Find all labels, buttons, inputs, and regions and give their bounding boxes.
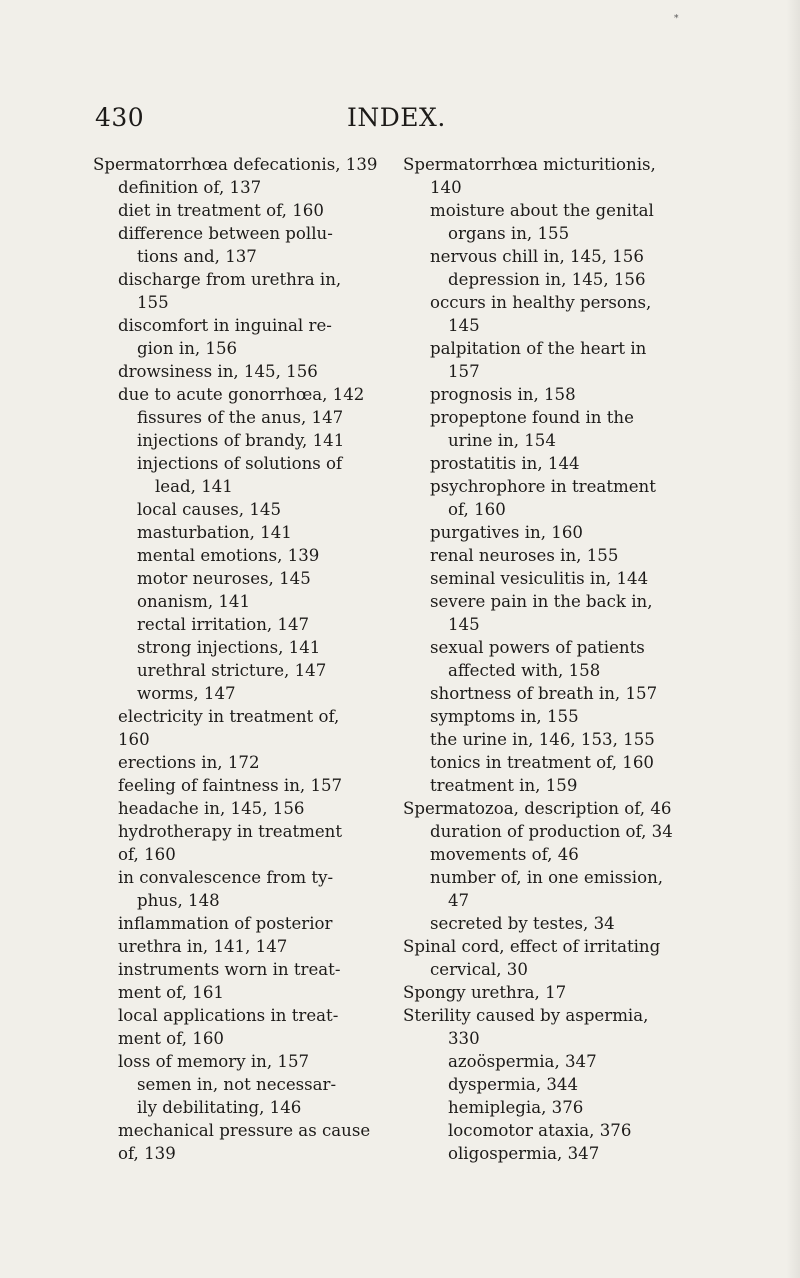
index-subentry: urethra in, 141, 147 (118, 937, 288, 956)
index-subentry: affected with, 158 (448, 661, 601, 680)
index-subentry: due to acute gonorrhœa, 142 (118, 385, 365, 404)
index-subentry: of, 139 (118, 1144, 176, 1163)
index-subentry: nervous chill in, 145, 156 (430, 247, 644, 266)
index-subentry: local applications in treat- (118, 1006, 339, 1025)
index-subentry: semen in, not necessar- (137, 1075, 337, 1094)
index-subentry: electricity in treatment of, (118, 707, 340, 726)
index-column-left (93, 153, 393, 1165)
index-subentry: symptoms in, 155 (430, 707, 579, 726)
index-subentry: loss of memory in, 157 (118, 1052, 310, 1071)
index-subentry: urethral stricture, 147 (137, 661, 327, 680)
index-subentry: occurs in healthy persons, (430, 293, 652, 312)
index-subentry: moisture about the genital (430, 201, 654, 220)
index-subentry: feeling of faintness in, 157 (118, 776, 343, 795)
index-subentry: drowsiness in, 145, 156 (118, 362, 318, 381)
index-subentry: treatment in, 159 (430, 776, 578, 795)
index-heading-entry: Spermatorrhœa micturitionis, (403, 155, 656, 174)
index-column-right (403, 153, 703, 1165)
index-subentry: 157 (448, 362, 480, 381)
index-subentry: hydrotherapy in treatment (118, 822, 343, 841)
index-subentry: phus, 148 (137, 891, 220, 910)
index-subentry: propeptone found in the (430, 408, 634, 427)
index-subentry: 330 (448, 1029, 480, 1048)
index-subentry: prostatitis in, 144 (430, 454, 580, 473)
index-subentry: 145 (448, 316, 480, 335)
index-subentry: of, 160 (118, 845, 176, 864)
index-subentry: discharge from urethra in, (118, 270, 342, 289)
index-subentry: mental emotions, 139 (137, 546, 320, 565)
index-subentry: purgatives in, 160 (430, 523, 583, 542)
index-subentry: local causes, 145 (137, 500, 282, 519)
index-subentry: cervical, 30 (430, 960, 528, 979)
index-subentry: hemiplegia, 376 (448, 1098, 584, 1117)
index-subentry: injections of brandy, 141 (137, 431, 345, 450)
index-subentry: locomotor ataxia, 376 (448, 1121, 632, 1140)
index-subentry: onanism, 141 (137, 592, 251, 611)
index-subentry: motor neuroses, 145 (137, 569, 311, 588)
index-subentry: seminal vesiculitis in, 144 (430, 569, 649, 588)
index-subentry: strong injections, 141 (137, 638, 321, 657)
index-subentry: duration of production of, 34 (430, 822, 673, 841)
index-subentry: prognosis in, 158 (430, 385, 576, 404)
index-subentry: depression in, 145, 156 (448, 270, 646, 289)
index-heading-entry: Spongy urethra, 17 (403, 983, 567, 1002)
index-subentry: psychrophore in treatment (430, 477, 656, 496)
index-subentry: tonics in treatment of, 160 (430, 753, 654, 772)
index-subentry: headache in, 145, 156 (118, 799, 305, 818)
index-subentry: azoöspermia, 347 (448, 1052, 597, 1071)
index-subentry: palpitation of the heart in (430, 339, 647, 358)
index-subentry: erections in, 172 (118, 753, 260, 772)
index-subentry: 145 (448, 615, 480, 634)
index-subentry: ily debilitating, 146 (137, 1098, 302, 1117)
index-subentry: 155 (137, 293, 169, 312)
index-subentry: inflammation of posterior (118, 914, 333, 933)
index-subentry: fissures of the anus, 147 (137, 408, 344, 427)
index-subentry: 160 (118, 730, 150, 749)
index-subentry: ment of, 161 (118, 983, 224, 1002)
index-heading-entry: Spermatozoa, description of, 46 (403, 799, 672, 818)
index-subentry: sexual powers of patients (430, 638, 645, 657)
page-edge-shadow (786, 0, 800, 1278)
index-subentry: 140 (430, 178, 462, 197)
index-subentry: dyspermia, 344 (448, 1075, 579, 1094)
index-subentry: masturbation, 141 (137, 523, 292, 542)
index-subentry: 47 (448, 891, 470, 910)
running-title: INDEX. (347, 103, 446, 132)
index-subentry: renal neuroses in, 155 (430, 546, 619, 565)
print-mark: * (674, 14, 679, 24)
index-subentry: injections of solutions of (137, 454, 343, 473)
index-subentry: instruments worn in treat- (118, 960, 341, 979)
index-subentry: urine in, 154 (448, 431, 556, 450)
page-header (0, 103, 800, 137)
index-subentry: gion in, 156 (137, 339, 238, 358)
index-subentry: definition of, 137 (118, 178, 262, 197)
index-subentry: shortness of breath in, 157 (430, 684, 658, 703)
page-number: 430 (95, 103, 145, 132)
index-subentry: tions and, 137 (137, 247, 257, 266)
index-subentry: diet in treatment of, 160 (118, 201, 324, 220)
index-subentry: lead, 141 (155, 477, 233, 496)
index-subentry: in convalescence from ty- (118, 868, 334, 887)
index-subentry: severe pain in the back in, (430, 592, 653, 611)
index-subentry: organs in, 155 (448, 224, 570, 243)
index-subentry: ment of, 160 (118, 1029, 224, 1048)
index-subentry: discomfort in inguinal re- (118, 316, 332, 335)
index-heading-entry: Spermatorrhœa defecationis, 139 (93, 155, 378, 174)
index-heading-entry: Spinal cord, effect of irritating (403, 937, 661, 956)
index-subentry: worms, 147 (137, 684, 236, 703)
index-heading-entry: Sterility caused by aspermia, (403, 1006, 649, 1025)
index-subentry: the urine in, 146, 153, 155 (430, 730, 655, 749)
index-subentry: of, 160 (448, 500, 506, 519)
index-subentry: number of, in one emission, (430, 868, 664, 887)
index-subentry: difference between pollu- (118, 224, 333, 243)
index-subentry: oligospermia, 347 (448, 1144, 600, 1163)
index-subentry: movements of, 46 (430, 845, 579, 864)
index-subentry: mechanical pressure as cause (118, 1121, 371, 1140)
index-subentry: secreted by testes, 34 (430, 914, 615, 933)
index-subentry: rectal irritation, 147 (137, 615, 310, 634)
